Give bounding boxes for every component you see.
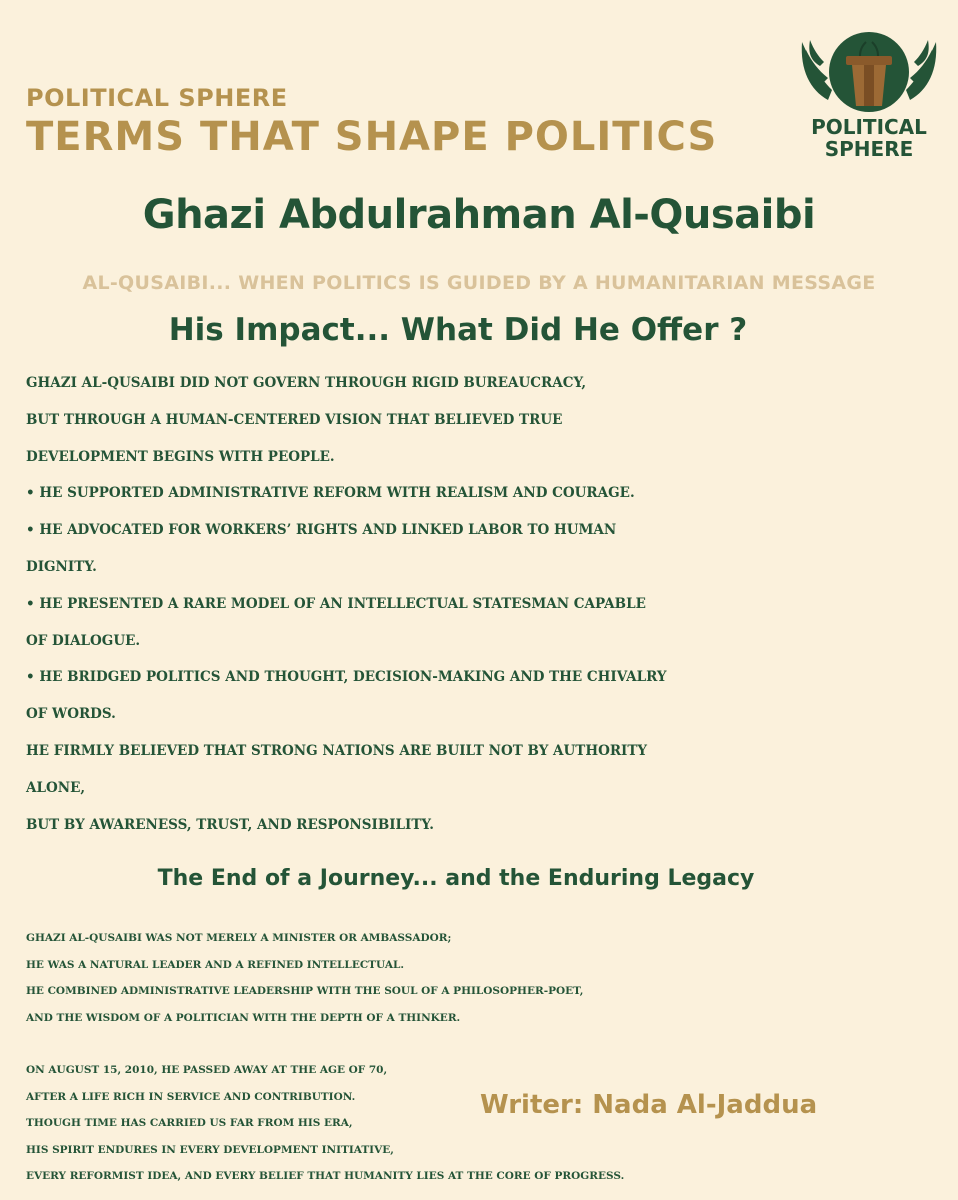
logo-text-line2: SPHERE: [824, 137, 914, 161]
impact-line: ALONE,: [26, 779, 86, 796]
impact-line: DIGNITY.: [26, 558, 97, 575]
legacy-line: EVERY REFORMIST IDEA, AND EVERY BELIEF THAT HUMANITY LIES AT THE CORE OF PROGRESS.: [26, 1170, 625, 1182]
legacy-line: THOUGH TIME HAS CARRIED US FAR FROM HIS ERA,: [26, 1117, 353, 1129]
political-sphere-logo: [780, 10, 958, 180]
page-title: Ghazi Abdulrahman Al-Qusaibi: [142, 192, 816, 238]
legacy-line: HIS SPIRIT ENDURES IN EVERY DEVELOPMENT INITIATIVE,: [26, 1143, 394, 1156]
impact-line: BUT THROUGH A HUMAN-CENTERED VISION THAT BELIEVED TRUE: [26, 411, 563, 428]
impact-line: DEVELOPMENT BEGINS WITH PEOPLE.: [26, 448, 335, 465]
logo-text-line1: POLITICAL: [811, 115, 927, 139]
tagline: AL-QUSAIBI... WHEN POLITICS IS GUIDED BY A HUMANITARIAN MESSAGE: [82, 272, 876, 294]
podium-laurel-icon: [780, 10, 958, 120]
legacy-line: AFTER A LIFE RICH IN SERVICE AND CONTRIBUTION.: [26, 1090, 356, 1103]
writer-credit: Writer: Nada Al-Jaddua: [480, 1090, 818, 1120]
impact-line: BUT BY AWARENESS, TRUST, AND RESPONSIBILITY.: [26, 816, 434, 833]
impact-line: • HE PRESENTED A RARE MODEL OF AN INTELLECTUAL STATESMAN CAPABLE: [26, 595, 646, 612]
impact-line: GHAZI AL-QUSAIBI DID NOT GOVERN THROUGH RIGID BUREAUCRACY,: [26, 375, 587, 391]
brand-small-heading: POLITICAL SPHERE: [26, 84, 288, 112]
legacy-line: HE WAS A NATURAL LEADER AND A REFINED INTELLECTUAL.: [26, 958, 405, 971]
legacy-paragraph-2: [26, 1062, 826, 1195]
impact-line: OF DIALOGUE.: [26, 632, 141, 649]
legacy-line: HE COMBINED ADMINISTRATIVE LEADERSHIP WITH THE SOUL OF A PHILOSOPHER-POET,: [26, 985, 584, 997]
impact-line: HE FIRMLY BELIEVED THAT STRONG NATIONS ARE BUILT NOT BY AUTHORITY: [26, 742, 648, 759]
legacy-heading: The End of a Journey... and the Enduring Legacy: [157, 866, 755, 891]
impact-heading: His Impact... What Did He Offer ?: [168, 312, 748, 348]
legacy-line: ON AUGUST 15, 2010, HE PASSED AWAY AT THE AGE OF 70,: [26, 1064, 388, 1076]
impact-text: [26, 373, 826, 851]
legacy-line: AND THE WISDOM OF A POLITICIAN WITH THE DEPTH OF A THINKER.: [26, 1011, 461, 1024]
impact-line: OF WORDS.: [26, 706, 116, 723]
series-title: TERMS THAT SHAPE POLITICS: [26, 114, 718, 160]
legacy-paragraph-1: [26, 930, 826, 1036]
impact-line: • HE ADVOCATED FOR WORKERS’ RIGHTS AND LINKED LABOR TO HUMAN: [26, 522, 617, 539]
impact-line: • HE BRIDGED POLITICS AND THOUGHT, DECISION-MAKING AND THE CHIVALRY: [26, 669, 667, 686]
legacy-line: GHAZI AL-QUSAIBI WAS NOT MERELY A MINISTER OR AMBASSADOR;: [26, 932, 452, 944]
impact-line: • HE SUPPORTED ADMINISTRATIVE REFORM WITH REALISM AND COURAGE.: [26, 485, 635, 502]
